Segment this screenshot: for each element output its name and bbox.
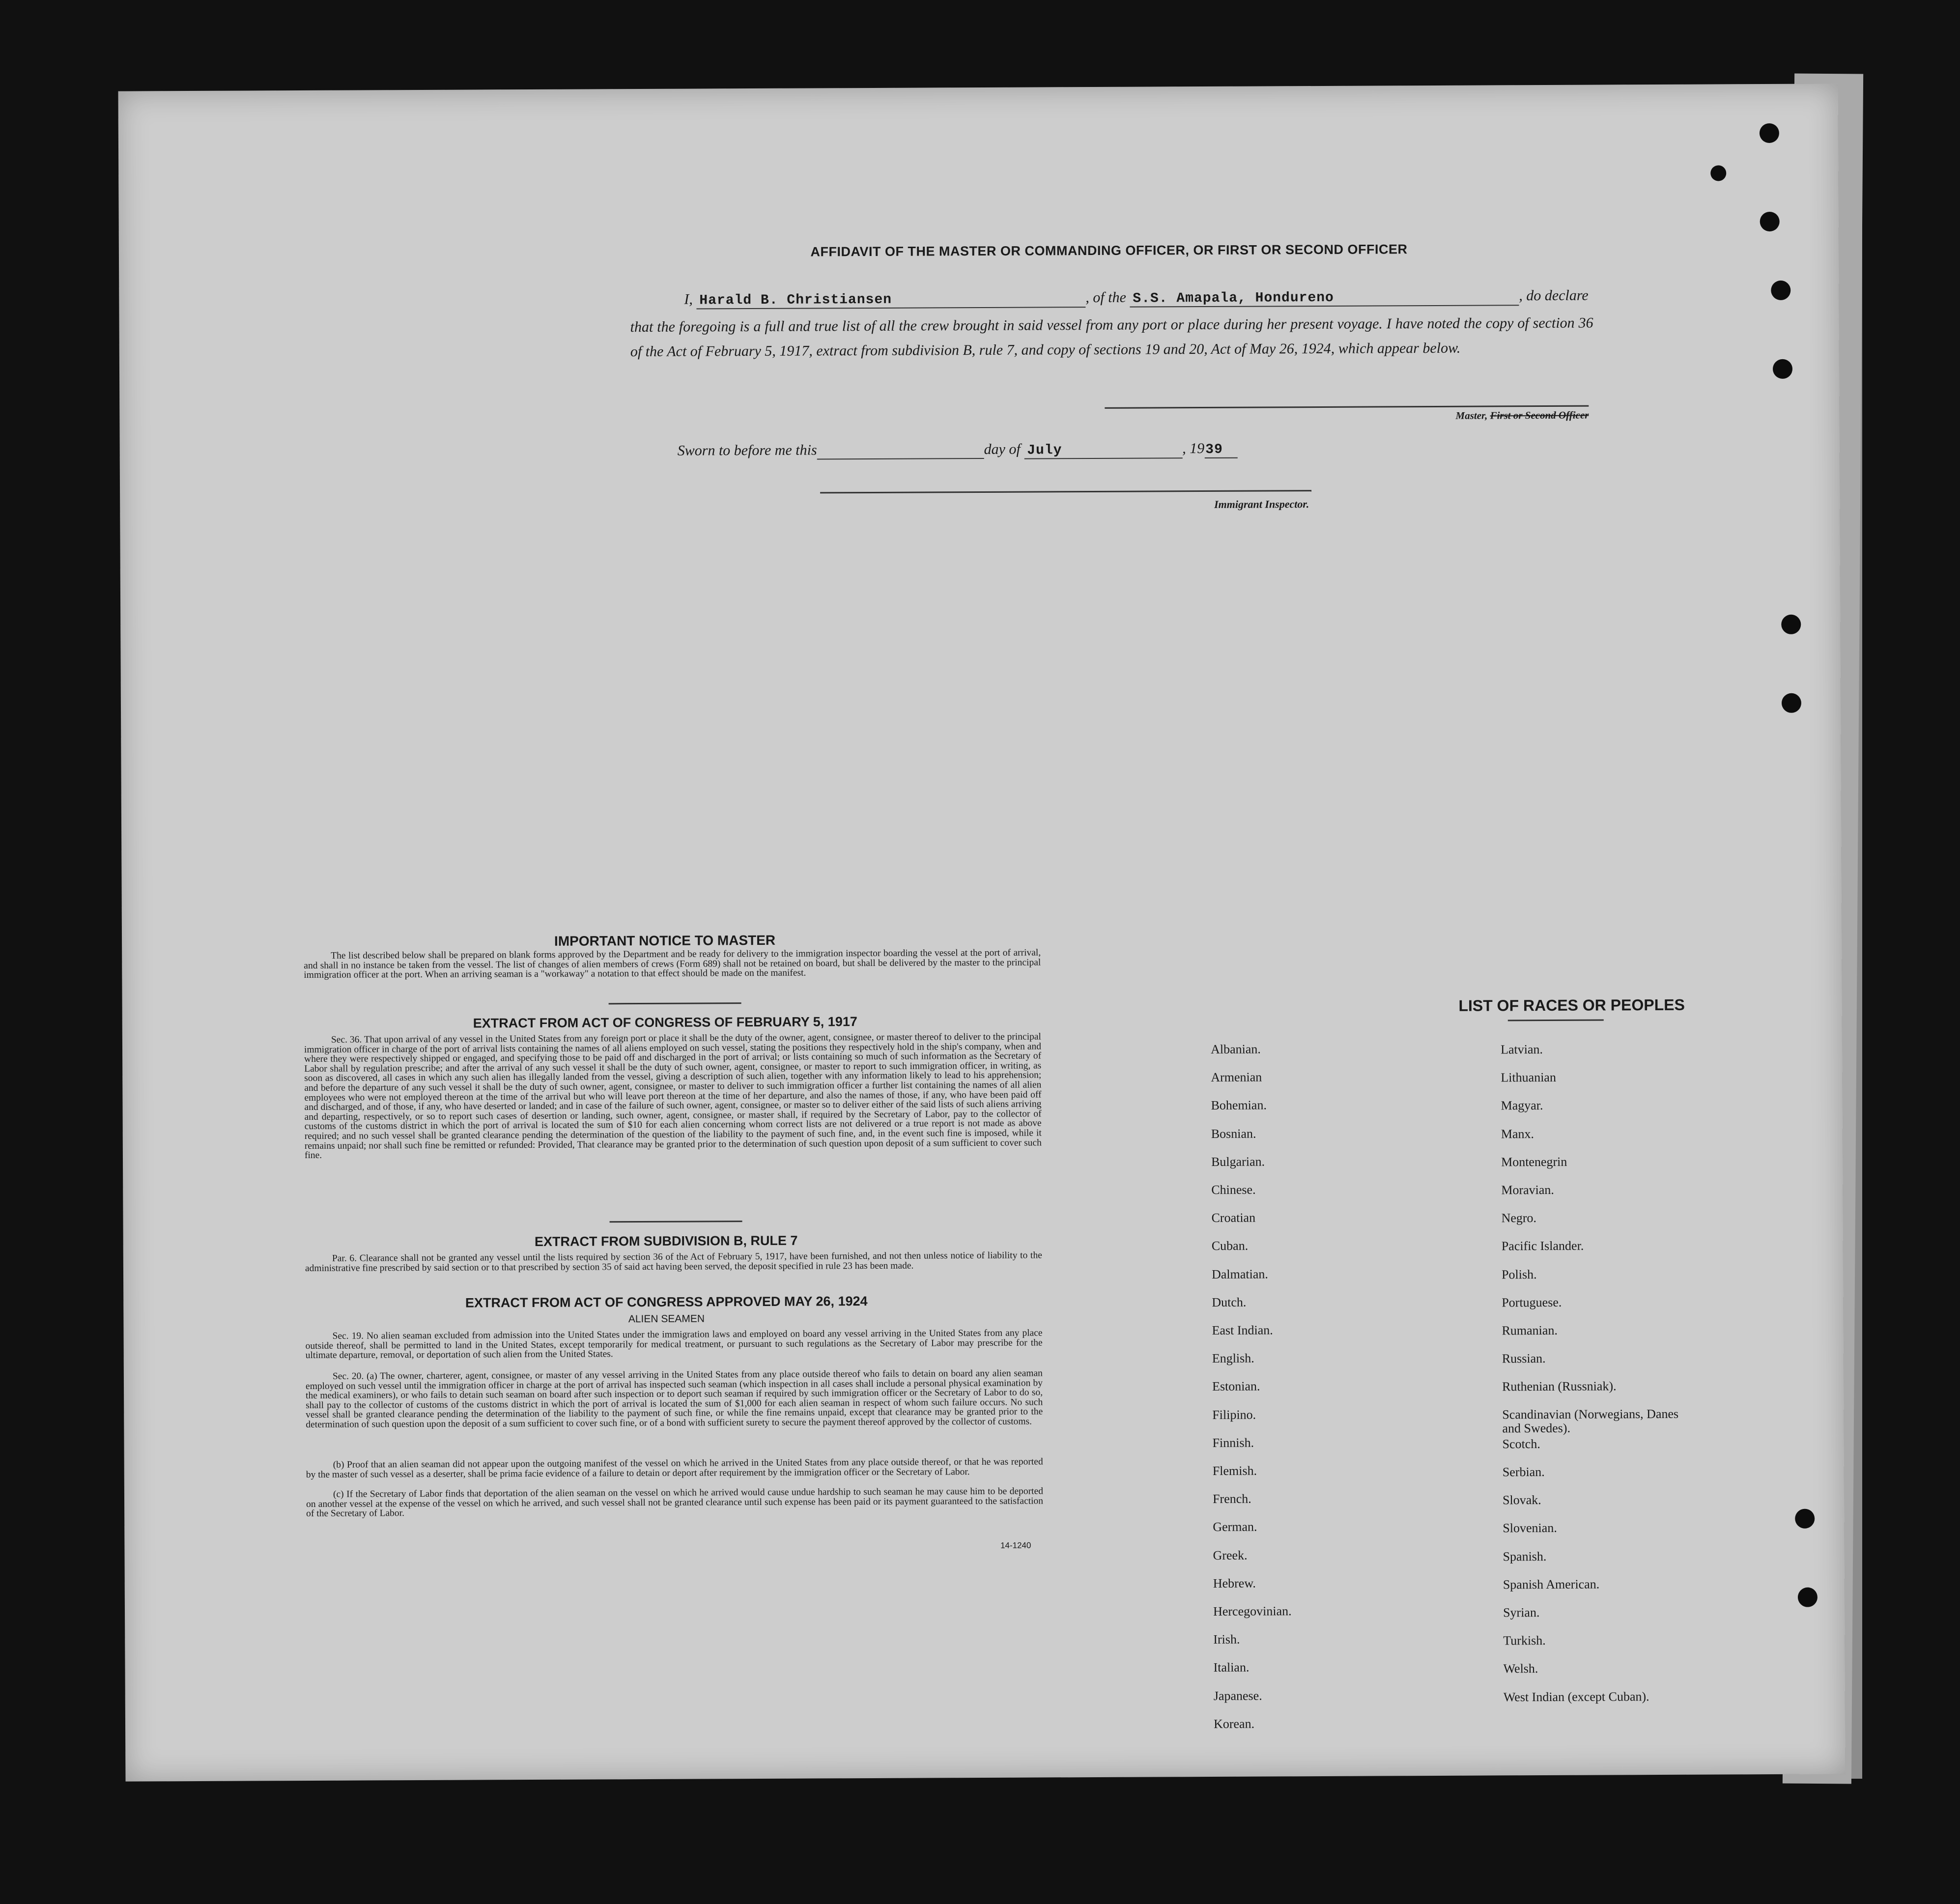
race-item: Portuguese. [1502,1295,1562,1310]
punch-hole [1710,165,1726,181]
race-item: West Indian (except Cuban). [1503,1689,1649,1704]
sec20c-body: (c) If the Secretary of Labor finds that deportation of the alien seaman on the vessel on which he arrived would cause undue hardship to such seaman he may cause him to be deported on another vessel at the expense of the vessel on which he arrived, and such vessel shall not be granted clearance until such expense has been paid or its payment guaranteed to the satisfaction of the Secretary of Labor. [306,1486,1044,1519]
extract-1924-title: EXTRACT FROM ACT OF CONGRESS APPROVED MAY 26, 1924 [465,1294,868,1310]
race-item: Moravian. [1501,1182,1554,1197]
punch-hole [1760,212,1780,231]
race-item: Finnish. [1212,1435,1254,1450]
race-item: Polish. [1501,1267,1537,1281]
punch-hole [1773,359,1792,379]
race-item: Flemish. [1212,1463,1257,1478]
punch-hole [1795,1509,1815,1529]
master-signature-label: Master, First or Second Officer [1455,409,1589,422]
divider [1508,1019,1604,1021]
race-item: Latvian. [1500,1042,1543,1057]
races-title: LIST OF RACES OR PEOPLES [1458,995,1685,1015]
race-item: Rumanian. [1502,1323,1558,1338]
race-item: Greek. [1213,1548,1248,1563]
master-signature-line [1105,405,1589,409]
race-item: Spanish American. [1503,1577,1600,1592]
divider [609,1002,741,1004]
race-item: German. [1213,1519,1257,1535]
race-item: Dalmatian. [1211,1267,1268,1281]
sworn-year-field: 39 [1204,442,1238,458]
race-item: Chinese. [1211,1182,1256,1197]
race-item: Welsh. [1503,1661,1538,1676]
master-name-field: Harald B. Christiansen [696,291,1085,309]
race-item: Montenegrin [1501,1154,1567,1169]
race-item: Syrian. [1503,1605,1540,1620]
notice-title: IMPORTANT NOTICE TO MASTER [554,932,776,949]
races-left-column [118,84,1838,91]
punch-hole [1771,281,1790,300]
divider [610,1221,742,1222]
struck-officer-text: First or Second Officer [1490,409,1589,422]
race-item: Japanese. [1213,1688,1262,1703]
punch-hole [1781,615,1801,634]
race-item: Italian. [1213,1660,1250,1675]
of-the-label: , of the [1085,289,1126,306]
extract-1917-body: Sec. 36. That upon arrival of any vessel in the United States from any foreign port or place it shall be the duty of the owner, agent, consignee, or master thereof to deliver to the principal immigration officer in charge of the port of arrival lists containing the names of all aliens employed on such vessel, stating the positions they respectively hold in the ship's company, when and where they were respectively shipped or engaged, and specifying those to be paid off and discharged in the port of arrival; or lists containing so much of such information as the Secretary of Labor shall by regulation prescribe; and after the arrival of any such vessel it shall be the duty of such owner, agent, consignee, or master to report to such immigration officer, in writing, as soon as discovered, all cases in which any such alien has illegally landed from the vessel, giving a description of such alien, together with any information likely to lead to his apprehension; and before the departure of any such vessel it shall be the duty of such owner, agent, consignee, or master to deliver to such immigration officer a further list containing the names of all alien employees who were not employed thereon at the time of the arrival but who will leave port thereon at the time of her departure, and also the names of those, if any, who have been paid off and discharged, and of those, if any, who have deserted or landed; and in case of the failure of such owner, agent, consignee, or master so to deliver either of the said lists of such aliens arriving and departing, respectively, or so to report such cases of desertion or landing, such owner, agent, consignee, or master shall, if required by the Secretary of Labor, pay to the collector of customs of the customs district in which the port of arrival is located the sum of $10 for each alien concerning whom correct lists are not delivered or a true report is not made as above required; and no such vessel shall be granted clearance pending the determination of the question of the liability to the payment of such fine, and, in the event such fine is imposed, while it remains unpaid; nor shall such fine be remitted or refunded: Provided, That clearance may be granted prior to the determination of such question upon deposit of a sum sufficient to cover such fine. [304,1031,1042,1161]
race-item: Bosnian. [1211,1126,1256,1141]
race-item: Scandinavian (Norwegians, Danes and Swedes). [1502,1406,1679,1435]
race-item: Slovak. [1502,1493,1541,1507]
document-page [118,84,1846,1781]
race-item: Negro. [1501,1211,1537,1225]
sec20a-body: Sec. 20. (a) The owner, charterer, agent, consignee, or master of any vessel arriving in the United States from any place outside thereof who fails to detain on board any alien seaman employed on such vessel until the immigration officer in charge at the port of arrival has inspected such seaman (which inspection in all cases shall include a personal physical examination by the medical examiners), or who fails to detain such seaman on board after such inspection or to deport such seaman if required by such immigration officer or the Secretary of Labor to do so, shall pay to the collector of customs of the customs district in which the port of arrival is located the sum of $1,000 for each alien seaman in respect of whom such failure occurs. No such vessel shall be granted clearance pending the determination of the liability to the payment of such fine, or while the fine remains unpaid, except that clearance may be granted prior to the determination of such question upon the deposit of a sum sufficient to cover such fine, or of a bond with sufficient surety to secure the payment thereof approved by the collector of customs. [305,1368,1043,1430]
race-item: Estonian. [1212,1379,1260,1394]
inspector-signature-line [820,490,1311,493]
race-item: Magyar. [1501,1098,1543,1113]
vessel-name-field: S.S. Amapala, Hondureno [1130,289,1519,307]
race-item: East Indian. [1212,1323,1273,1337]
race-item: Hercegovinian. [1213,1604,1292,1619]
race-item: French. [1212,1491,1251,1506]
race-item: Scotch. [1502,1436,1540,1451]
race-item: Filipino. [1212,1407,1256,1422]
race-item: English. [1212,1351,1254,1366]
race-item: Bulgarian. [1211,1154,1265,1169]
extract-1917-title: EXTRACT FROM ACT OF CONGRESS OF FEBRUARY 5, 1917 [473,1014,857,1031]
race-item: Hebrew. [1213,1576,1256,1591]
race-item: Croatian [1211,1210,1256,1225]
punch-hole [1760,123,1779,143]
race-item: Pacific Islander. [1501,1239,1584,1253]
punch-hole [1798,1588,1818,1607]
form-number: 14-1240 [1000,1540,1031,1550]
sworn-day-blank [817,441,984,459]
affidavit-title: AFFIDAVIT OF THE MASTER OR COMMANDING OFFICER, OR FIRST OR SECOND OFFICER [810,242,1408,259]
race-item: Russian. [1502,1351,1546,1366]
do-declare-label: , do declare [1519,287,1589,304]
notice-body: The list described below shall be prepared on blank forms approved by the Department and be ready for delivery to the immigration inspector boarding the vessel at the port of arrival, and shall in no instance be taken from the vessel. The list of changes of alien members of crews (Form 689) shall not be retained on board, but shall be delivered by the master to the principal immigration officer at the port. When an arriving seaman is a "workaway" a notation to that effect should be made on the manifest. [304,947,1041,981]
race-item: Dutch. [1212,1295,1247,1309]
race-item: Cuban. [1211,1239,1249,1253]
race-item: Armenian [1211,1070,1262,1085]
year-label: , 19 [1182,440,1205,457]
extract-rule7-body: Par. 6. Clearance shall not be granted any vessel until the lists required by section 36 of the Act of February 5, 1917, have been furnished, and not then unless notice of liability to the administrative fine prescribed by said section or to that prescribed by section 35 of said act having been served, the deposit specified in rule 23 has been made. [305,1250,1042,1274]
race-item: Korean. [1213,1716,1255,1731]
alien-seamen-subtitle: ALIEN SEAMEN [628,1313,705,1325]
day-of-label: day of [984,441,1021,457]
race-item: Serbian. [1502,1465,1545,1479]
sworn-row [678,440,1238,461]
sworn-month-field: July [1024,442,1182,459]
race-item: Ruthenian (Russniak). [1502,1379,1617,1394]
sec20b-body: (b) Proof that an alien seaman did not appear upon the outgoing manifest of the vessel on which he arrived in the United States from any place outside thereof, or that he was reported by the master of such vessel as a deserter, shall be prima facie evidence of a failure to detain or deport after requirement by the immigration officer or the Secretary of Labor. [306,1456,1043,1480]
race-item: Lithuanian [1501,1070,1557,1085]
punch-hole [1782,693,1801,713]
declarant-row [684,287,1588,310]
race-item: Spanish. [1503,1549,1547,1563]
sworn-label: Sworn to before me this [677,442,817,459]
race-item: Bohemian. [1211,1098,1267,1113]
race-item: Slovenian. [1503,1521,1557,1535]
race-item: Albanian. [1210,1042,1261,1056]
race-item: Manx. [1501,1126,1534,1141]
race-item: Irish. [1213,1632,1240,1647]
races-right-column [118,84,1838,91]
i-label: I, [684,291,693,308]
declaration-text: that the foregoing is a full and true list of all the crew brought in said vessel from any port or place during her present voyage. I have noted the copy of section 36 of the Act of February 5, 1917, extract from subdivision B, rule 7, and copy of sections 19 and 20, Act of May 26, 1924, which appear below. [630,314,1593,360]
sec19-body: Sec. 19. No alien seaman excluded from admission into the United States under the immigration laws and employed on board any vessel arriving in the United States from any place outside thereof, shall be permitted to land in the United States, except temporarily for medical treatment, or pursuant to such regulations as the Secretary of Labor may prescribe for the ultimate departure, removal, or deportation of such alien from the United States. [305,1328,1043,1361]
extract-rule7-title: EXTRACT FROM SUBDIVISION B, RULE 7 [534,1233,798,1249]
inspector-label: Immigrant Inspector. [1214,498,1309,511]
race-item: Turkish. [1503,1633,1546,1648]
